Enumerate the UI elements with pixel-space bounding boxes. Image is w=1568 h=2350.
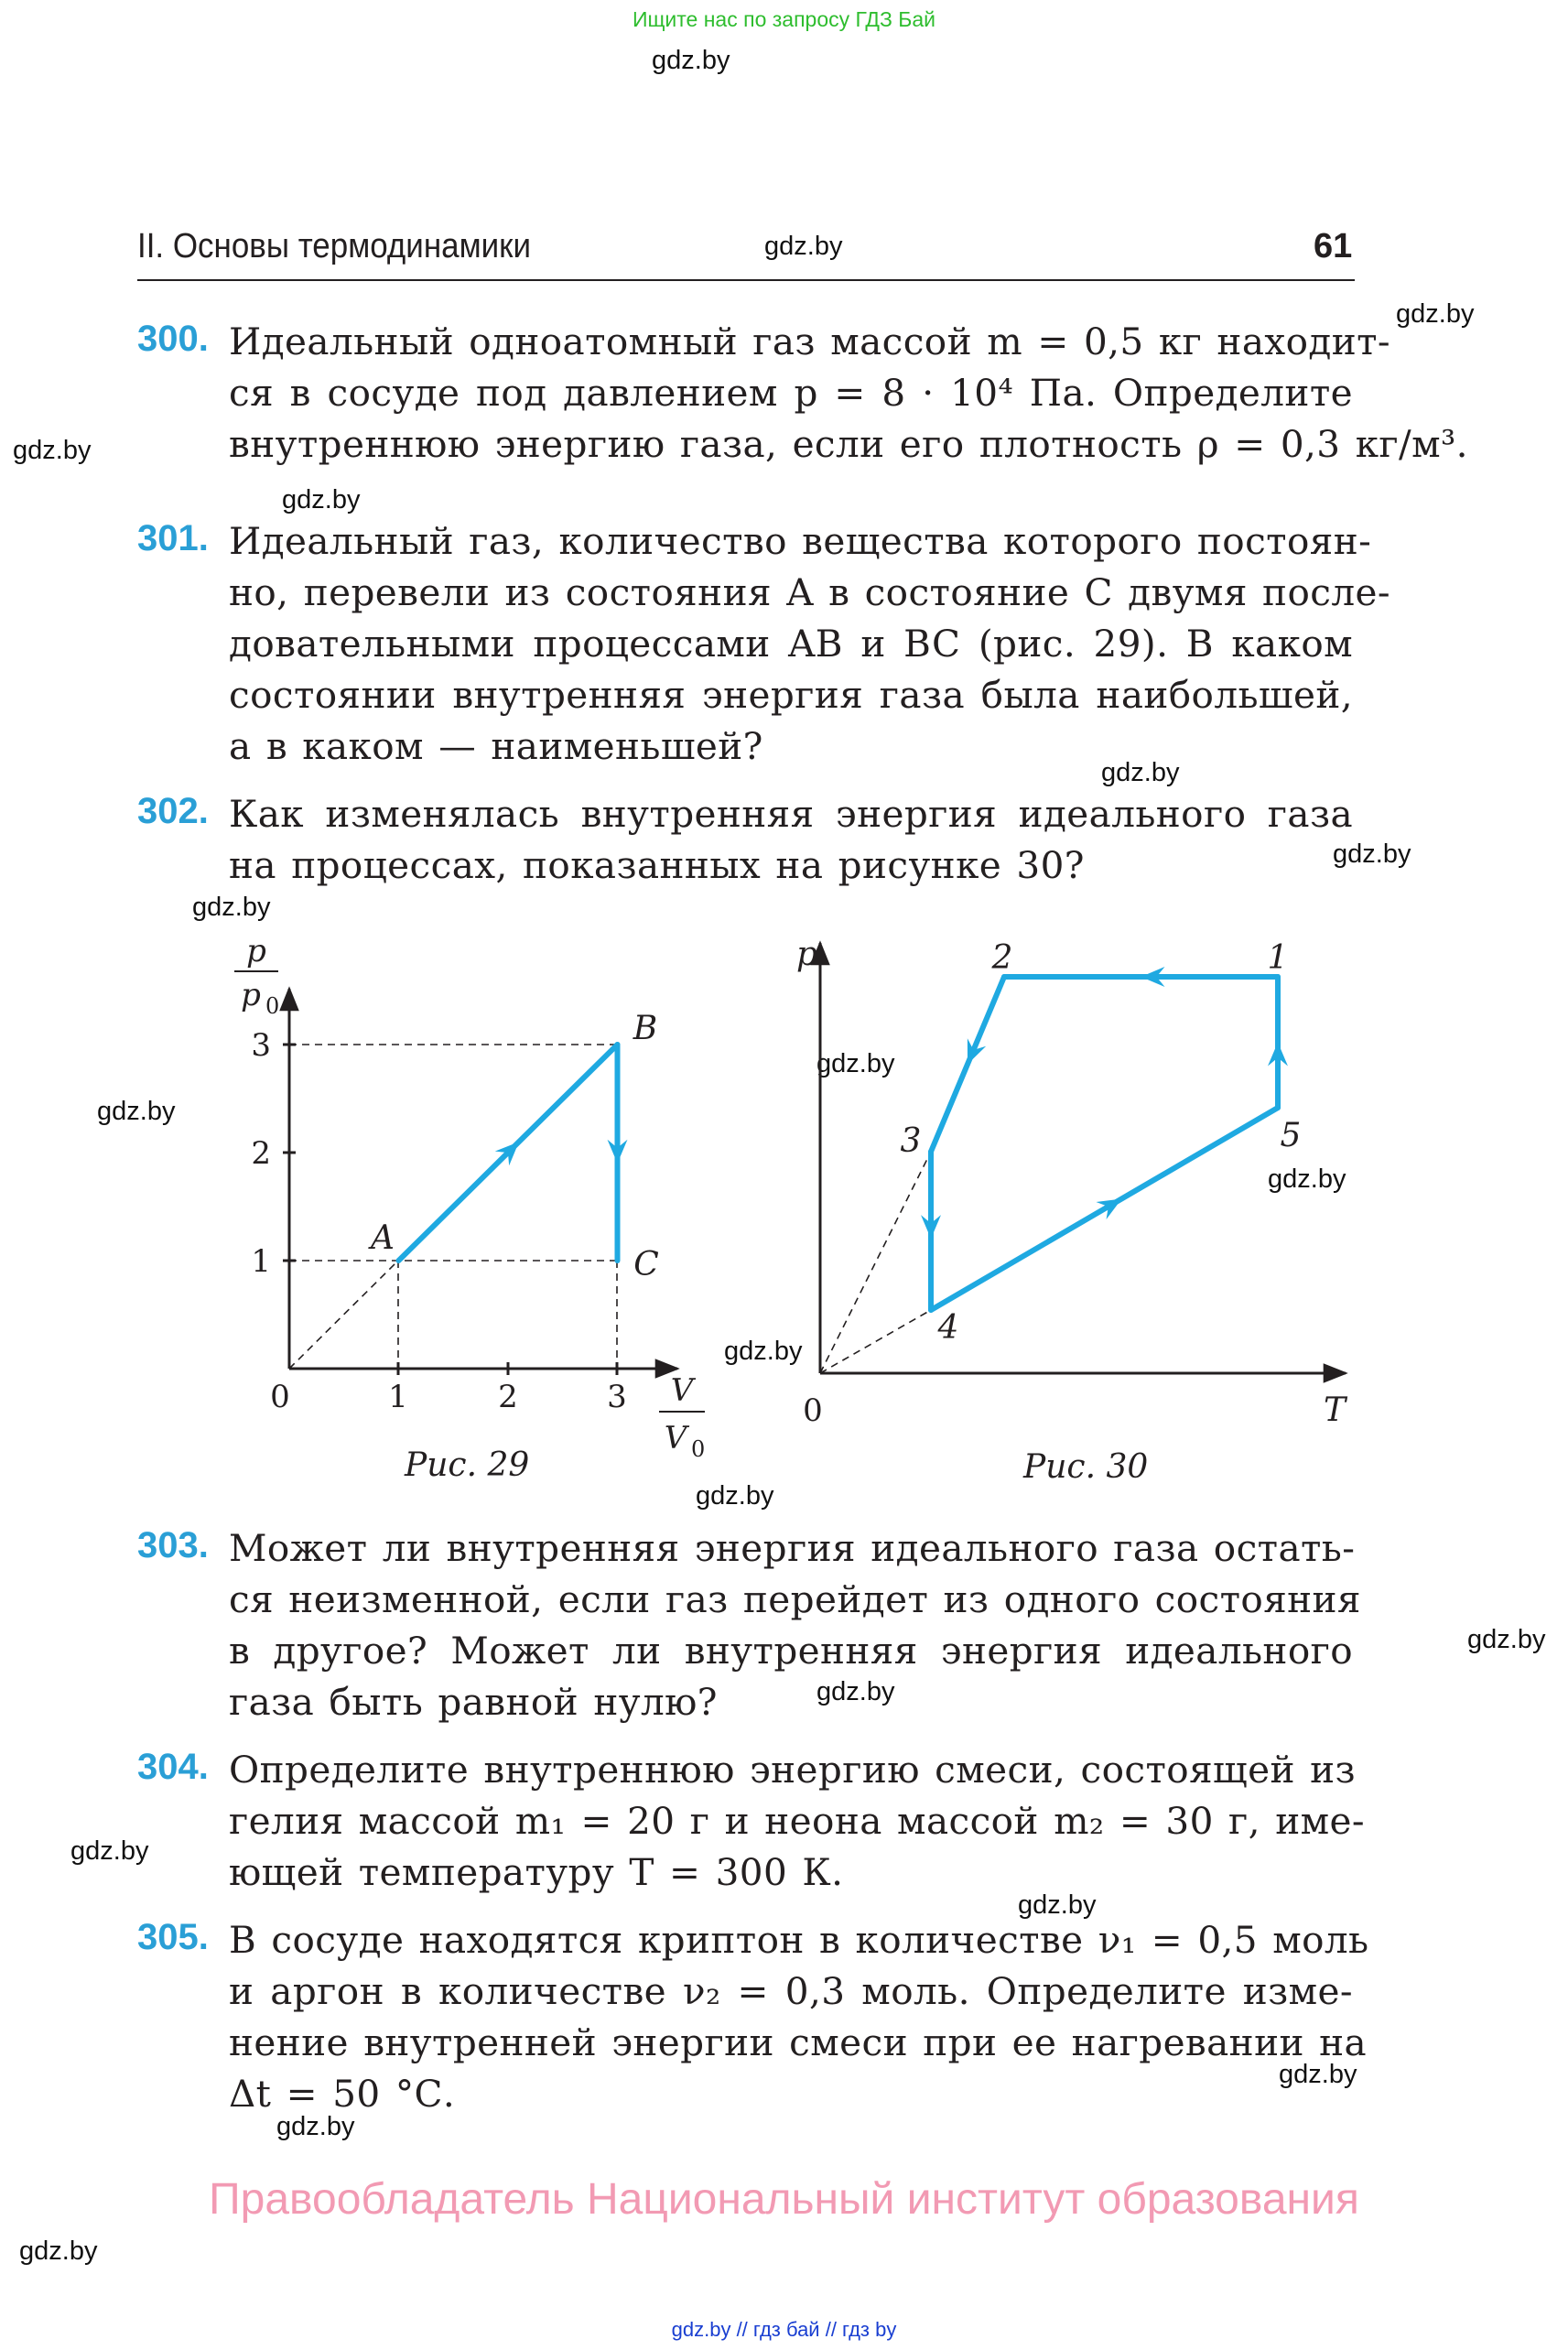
page-number: 61 bbox=[1314, 227, 1353, 265]
text-line: ся в сосуде под давлением p = 8 · 10⁴ Па. Определите bbox=[229, 371, 1353, 415]
point-label: 4 bbox=[937, 1309, 959, 1347]
point-label: 1 bbox=[1267, 939, 1289, 977]
text-line: В сосуде находятся криптон в количестве ν₁ = 0,5 моль bbox=[229, 1918, 1369, 1962]
svg-text:V: V bbox=[670, 1372, 694, 1409]
watermark: gdz.by bbox=[1268, 1164, 1346, 1194]
point-label: 3 bbox=[900, 1122, 922, 1160]
problem-number: 300. bbox=[137, 319, 209, 359]
figure-29-caption: Рис. 29 bbox=[405, 1446, 530, 1484]
watermark: gdz.by bbox=[724, 1337, 803, 1366]
svg-text:V: V bbox=[664, 1420, 687, 1457]
figure-30-caption: Рис. 30 bbox=[1023, 1448, 1149, 1486]
text-line: состоянии внутренняя энергия газа была наибольшей, bbox=[229, 673, 1353, 717]
problem-304-text bbox=[229, 1744, 1365, 1898]
footer-links[interactable]: gdz.by // гдз бай // гдз by bbox=[671, 2318, 897, 2341]
watermark: gdz.by bbox=[696, 1481, 774, 1511]
watermark: gdz.by bbox=[1396, 299, 1475, 329]
tick-label: 3 bbox=[607, 1379, 627, 1415]
origin-label: 0 bbox=[803, 1392, 823, 1429]
watermark: gdz.by bbox=[652, 46, 730, 75]
point-label: C bbox=[633, 1246, 659, 1283]
text-line: ся неизменной, если газ перейдет из одного состояния bbox=[229, 1577, 1361, 1621]
x-axis-label: T bbox=[1324, 1392, 1346, 1429]
problem-number: 305. bbox=[137, 1917, 209, 1957]
watermark: gdz.by bbox=[70, 1836, 149, 1866]
problem-number: 304. bbox=[137, 1747, 209, 1787]
svg-text:0: 0 bbox=[691, 1436, 706, 1462]
text-line: нение внутренней энергии смеси при ее нагревании на bbox=[229, 2020, 1368, 2064]
watermark: gdz.by bbox=[192, 893, 271, 922]
watermark: gdz.by bbox=[816, 1677, 895, 1706]
x-axis-label bbox=[659, 1372, 705, 1462]
problem-303-text bbox=[229, 1522, 1361, 1727]
text-line: ющей температуру T = 300 К. bbox=[229, 1850, 844, 1894]
problem-number: 302. bbox=[137, 791, 209, 831]
problem-301-text bbox=[229, 515, 1390, 772]
figure-30-chart bbox=[769, 925, 1373, 1474]
text-line: Может ли внутренняя энергия идеального газа остать- bbox=[229, 1526, 1356, 1570]
tick-label: 2 bbox=[251, 1135, 271, 1172]
watermark: gdz.by bbox=[282, 485, 361, 514]
problem-305-text bbox=[229, 1914, 1369, 2119]
watermark: gdz.by bbox=[1467, 1625, 1546, 1654]
text-line: гелия массой m₁ = 20 г и неона массой m₂ = 30 г, име- bbox=[229, 1799, 1365, 1843]
text-line: Определите внутреннюю энергию смеси, состоящей из bbox=[229, 1748, 1357, 1792]
svg-text:p: p bbox=[246, 933, 266, 969]
copyright-notice: Правообладатель Национальный институт образования bbox=[209, 2175, 1359, 2224]
problem-number: 303. bbox=[137, 1525, 209, 1565]
text-line: в другое? Может ли внутренняя энергия идеального bbox=[229, 1629, 1353, 1673]
process-line-45 bbox=[931, 1108, 1278, 1310]
watermark: gdz.by bbox=[1101, 758, 1180, 787]
text-line: но, перевели из состояния A в состояние C двумя после- bbox=[229, 570, 1390, 614]
text-line: газа быть равной нулю? bbox=[229, 1680, 718, 1724]
header-divider bbox=[137, 279, 1355, 281]
problem-300-text bbox=[229, 316, 1468, 470]
watermark: gdz.by bbox=[13, 436, 92, 465]
watermark: gdz.by bbox=[1333, 839, 1411, 869]
watermark: gdz.by bbox=[1279, 2060, 1357, 2089]
text-line: а в каком — наименьшей? bbox=[229, 724, 763, 768]
text-line: Δt = 50 °С. bbox=[229, 2072, 456, 2116]
tick-label: 0 bbox=[270, 1379, 290, 1415]
tick-label: 2 bbox=[498, 1379, 518, 1415]
y-axis-label: p bbox=[796, 936, 818, 973]
text-line: и аргон в количестве ν₂ = 0,3 моль. Определите изме- bbox=[229, 1969, 1353, 2013]
search-notice: Ищите нас по запросу ГДЗ Бай bbox=[632, 7, 936, 31]
text-line: Идеальный газ, количество вещества которого постоян- bbox=[229, 519, 1372, 563]
svg-text:p: p bbox=[241, 977, 261, 1013]
svg-text:0: 0 bbox=[265, 993, 280, 1019]
text-line: на процессах, показанных на рисунке 30? bbox=[229, 843, 1085, 887]
y-axis-label bbox=[234, 933, 279, 1019]
point-label: 5 bbox=[1280, 1117, 1302, 1154]
watermark: gdz.by bbox=[97, 1097, 176, 1126]
text-line: внутреннюю энергию газа, если его плотность ρ = 0,3 кг/м³. bbox=[229, 422, 1468, 466]
text-line: довательными процессами AB и BC (рис. 29). В каком bbox=[229, 622, 1353, 666]
watermark: gdz.by bbox=[1018, 1890, 1097, 1920]
watermark: gdz.by bbox=[19, 2236, 98, 2266]
problem-302-text bbox=[229, 788, 1353, 891]
tick-label: 3 bbox=[251, 1027, 271, 1064]
point-label: 2 bbox=[991, 939, 1013, 977]
point-label: B bbox=[633, 1010, 658, 1047]
watermark: gdz.by bbox=[276, 2112, 355, 2141]
text-line: Идеальный одноатомный газ массой m = 0,5 кг находит- bbox=[229, 319, 1391, 363]
text-line: Как изменялась внутренняя энергия идеального газа bbox=[229, 792, 1353, 836]
problem-number: 301. bbox=[137, 518, 209, 558]
section-title: II. Основы термодинамики bbox=[137, 227, 531, 265]
tick-label: 1 bbox=[251, 1243, 271, 1280]
tick-label: 1 bbox=[388, 1379, 408, 1415]
figure-29-chart bbox=[220, 925, 732, 1492]
watermark: gdz.by bbox=[764, 232, 843, 261]
point-label: A bbox=[371, 1219, 395, 1257]
watermark: gdz.by bbox=[816, 1049, 895, 1078]
